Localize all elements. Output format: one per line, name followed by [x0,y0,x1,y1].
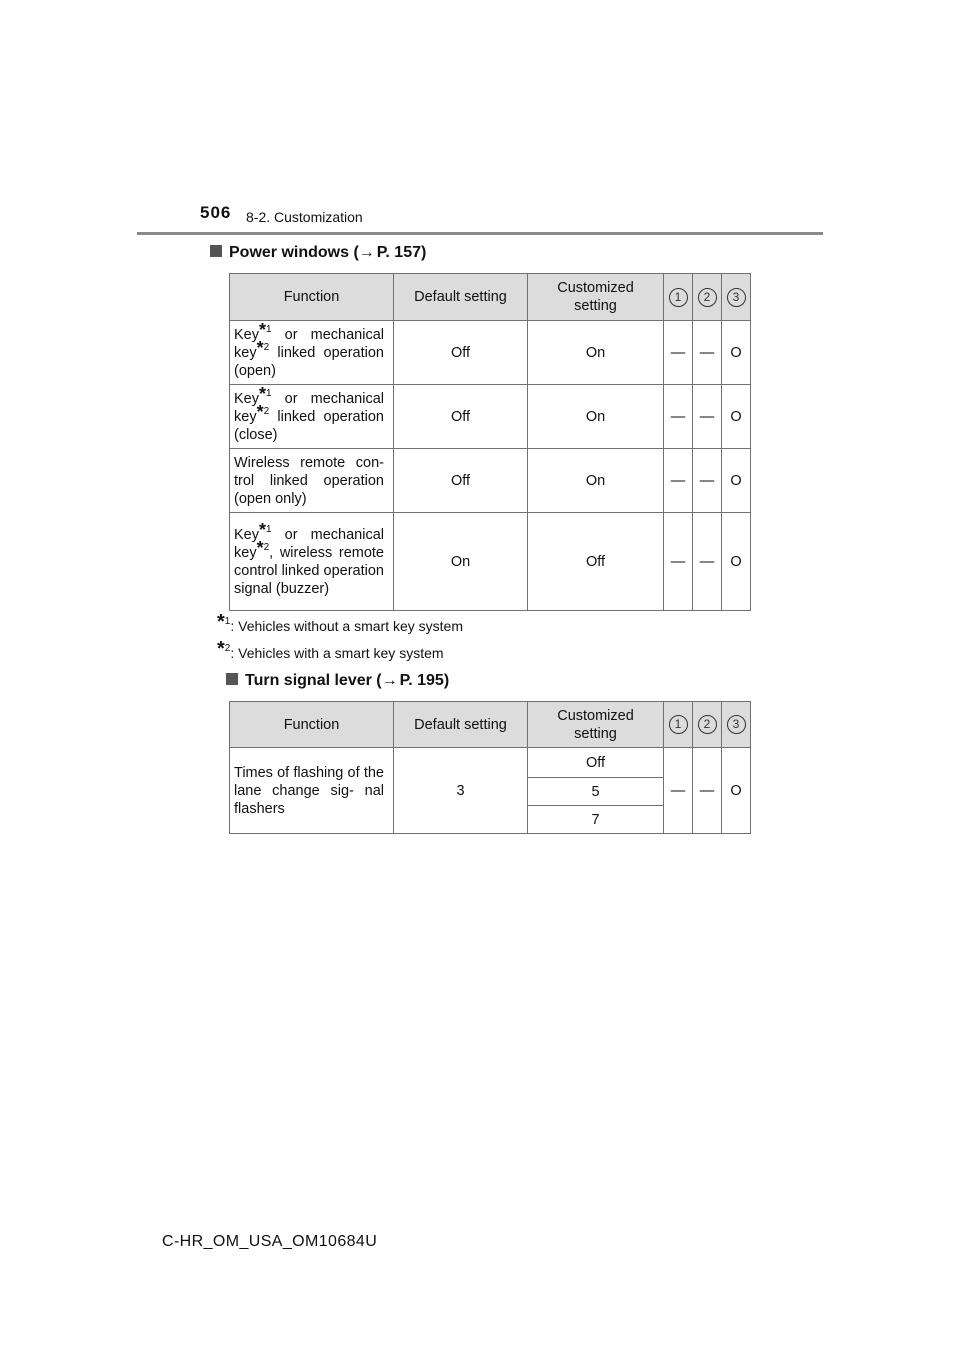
header-rule [137,232,823,235]
method-1-cell: — [664,385,693,449]
col-default-setting: Default setting [394,702,528,748]
customized-cell: Off [528,513,664,611]
col-method-2 [693,274,722,321]
method-2-cell: — [693,513,722,611]
method-2-cell: — [693,449,722,513]
table-header-row [230,274,751,321]
option-cell: 5 [528,778,664,806]
option-cell: Off [528,748,664,778]
circled-1-icon: 1 [669,715,688,734]
page-reference-link[interactable]: P. 195) [399,672,450,689]
method-3-cell: O [722,513,751,611]
method-1-cell: — [664,748,693,834]
method-1-cell: — [664,321,693,385]
method-1-cell: — [664,513,693,611]
default-cell: 3 [394,748,528,834]
square-bullet-icon [210,245,222,257]
function-cell: Key*$^1$ or mechanical key*$^2$ linked operation (open) [230,321,394,385]
default-cell: Off [394,385,528,449]
method-2-cell: — [693,385,722,449]
col-method-3 [722,274,751,321]
heading-title: Turn signal lever ( [245,672,382,689]
customized-cell: On [528,449,664,513]
turn-signal-table [229,701,751,834]
method-3-cell: O [722,748,751,834]
col-default-setting: Default setting [394,274,528,321]
power-windows-heading [210,244,426,262]
default-cell: Off [394,449,528,513]
square-bullet-icon [226,673,238,685]
table-header-row [230,702,751,748]
default-cell: On [394,513,528,611]
col-function: Function [230,274,394,321]
circled-2-icon: 2 [698,715,717,734]
method-2-cell: — [693,748,722,834]
col-method-2 [693,702,722,748]
col-function: Function [230,702,394,748]
table-row [230,513,751,611]
function-cell: Key*$^1$ or mechanical key*$^2$ linked operation (close) [230,385,394,449]
circled-3-icon: 3 [727,288,746,307]
footnote-1: *$^1$: Vehicles without a smart key system [217,611,463,634]
table-row [230,748,751,778]
arrow-icon: → [358,244,375,261]
method-3-cell: O [722,321,751,385]
turn-signal-heading [226,672,449,690]
customized-cell: On [528,321,664,385]
customized-cell: On [528,385,664,449]
method-3-cell: O [722,449,751,513]
arrow-icon: → [381,672,398,689]
default-cell: Off [394,321,528,385]
method-3-cell: O [722,385,751,449]
table-row [230,321,751,385]
power-windows-table [229,273,751,611]
option-cell: 7 [528,806,664,834]
table-row [230,449,751,513]
method-1-cell: — [664,449,693,513]
heading-title: Power windows ( [229,244,359,261]
document-code: C-HR_OM_USA_OM10684U [162,1233,378,1250]
col-customized-setting: Customized setting [528,702,664,748]
col-method-3 [722,702,751,748]
col-customized-setting: Customized setting [528,274,664,321]
method-2-cell: — [693,321,722,385]
table-row [230,385,751,449]
function-cell: Times of flashing of the lane change sig- nal flashers [230,748,394,834]
circled-2-icon: 2 [698,288,717,307]
col-method-1 [664,702,693,748]
circled-1-icon: 1 [669,288,688,307]
page-number: 506 [200,203,232,222]
section-title: 8-2. Customization [246,209,363,225]
circled-3-icon: 3 [727,715,746,734]
footnote-2: *$^2$: Vehicles with a smart key system [217,638,444,661]
page-reference-link[interactable]: P. 157) [376,244,427,261]
function-cell: Key*$^1$ or mechanical key*$^2$, wireless remote control linked operation signal (buzzer) [230,513,394,611]
function-cell: Wireless remote con- trol linked operation (open only) [230,449,394,513]
col-method-1 [664,274,693,321]
